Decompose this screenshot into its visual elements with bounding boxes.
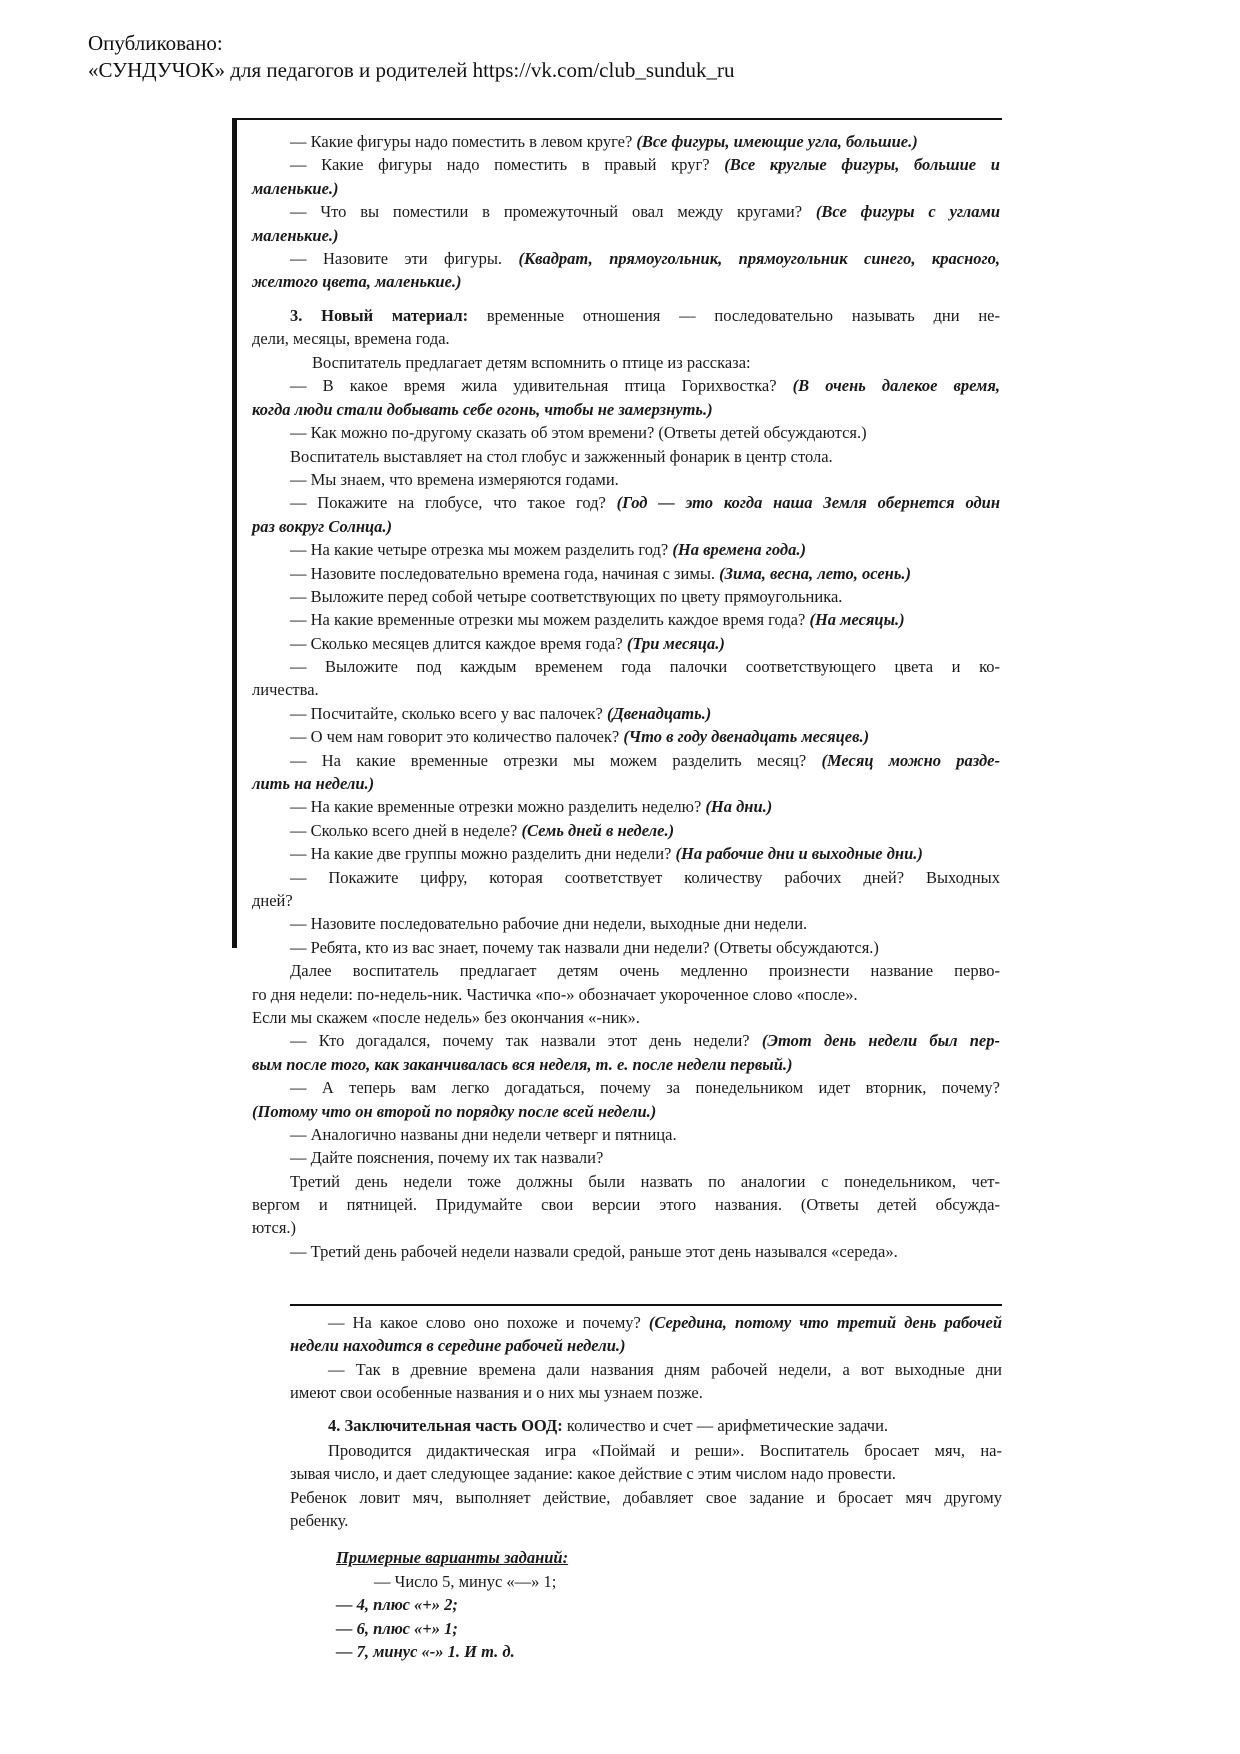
top-rule	[232, 118, 1002, 120]
line-answer: (Квадрат, прямоугольник, прямоугольник синего, красного,	[518, 248, 1000, 268]
line-text: зывая число, и дает следующее задание: какое действие с этим числом надо провести.	[290, 1464, 896, 1484]
text-line	[290, 1439, 1002, 1462]
text-line	[252, 1170, 1000, 1193]
text-line	[252, 585, 1000, 608]
line-text: — На какие четыре отрезка мы можем разделить год?	[290, 540, 673, 560]
wednesday-dialogue	[290, 1311, 1002, 1405]
examples-list	[336, 1570, 736, 1664]
text-line	[252, 819, 1000, 842]
line-answer: (Месяц можно разде-	[821, 750, 1001, 770]
line-text: го дня недели: по-недель-ник. Частичка «по-» обозначает укороченное слово «после».	[252, 984, 858, 1004]
figures-questions	[252, 130, 1000, 294]
line-text: Если мы скажем «после недель» без окончания «-ник».	[252, 1007, 640, 1027]
text-line	[252, 842, 1000, 865]
text-line	[290, 1381, 1002, 1404]
line-answer: (На дни.)	[705, 797, 773, 817]
line-text: ребенку.	[290, 1511, 349, 1531]
line-text: — Сколько всего дней в неделе?	[290, 820, 522, 840]
line-text: — Дайте пояснения, почему их так назвали?	[290, 1148, 604, 1168]
text-line	[252, 270, 1000, 293]
text-line	[252, 177, 1000, 200]
line-text: — Назовите эти фигуры.	[290, 248, 519, 268]
text-line	[252, 632, 1000, 655]
text-line	[252, 468, 1000, 491]
text-line	[252, 153, 1000, 176]
text-line	[252, 1193, 1000, 1216]
text-line	[252, 725, 1000, 748]
section-3-intro-cont: дели, месяцы, времена года.	[252, 329, 450, 349]
text-line	[252, 421, 1000, 444]
text-line	[252, 608, 1000, 631]
publication-header	[88, 30, 735, 84]
line-answer: (На времена года.)	[672, 540, 806, 560]
text-line	[252, 749, 1000, 772]
text-line	[252, 1216, 1000, 1239]
text-line	[252, 538, 1000, 561]
text-line	[252, 936, 1000, 959]
line-answer: (В очень далекое время,	[792, 376, 1000, 396]
text-line	[252, 866, 1000, 889]
line-text: — Ребята, кто из вас знает, почему так назвали дни недели? (Ответы обсуждаются.)	[290, 937, 879, 957]
line-text: — Выложите перед собой четыре соответствующих по цвету прямоугольника.	[290, 586, 843, 606]
text-line	[336, 1570, 736, 1593]
text-line	[252, 655, 1000, 678]
text-line	[252, 795, 1000, 818]
text-line	[252, 1123, 1000, 1146]
section-4	[290, 1414, 1002, 1437]
header-source-line: «СУНДУЧОК» для педагогов и родителей https://vk.com/club_sunduk_ru	[88, 58, 735, 82]
line-text: — А теперь вам легко догадаться, почему за понедельником идет вторник, почему?	[290, 1078, 1000, 1098]
line-answer: (Семь дней в неделе.)	[521, 820, 675, 840]
line-text: — Какие фигуры надо поместить в правый круг?	[290, 155, 725, 175]
line-answer: (Середина, потому что третий день рабочей	[648, 1313, 1002, 1332]
text-line	[290, 1486, 1002, 1509]
line-answer: когда люди стали добывать себе огонь, чтобы не замерзнуть.)	[252, 399, 713, 419]
line-answer: (На месяцы.)	[809, 610, 905, 630]
text-line	[290, 1311, 1002, 1334]
line-answer: (Все фигуры, имеющие угла, большие.)	[636, 132, 918, 151]
examples-title: Примерные варианты заданий:	[336, 1548, 569, 1567]
line-text: — На какие временные отрезки мы можем разделить месяц?	[290, 750, 822, 770]
text-line	[252, 1240, 1000, 1263]
line-text: — Так в древние времена дали названия дням рабочей недели, а вот выходные дни	[328, 1359, 1002, 1379]
text-line	[252, 1146, 1000, 1169]
line-answer: (Двенадцать.)	[606, 703, 712, 723]
text-line	[252, 889, 1000, 912]
text-line	[252, 1100, 1000, 1123]
text-line	[252, 200, 1000, 223]
section-4-intro: количество и счет — арифметические задачи.	[562, 1416, 889, 1435]
line-answer: (Зима, весна, лето, осень.)	[719, 563, 911, 583]
line-answer: вым после того, как заканчивалась вся неделя, т. е. после недели первый.)	[252, 1054, 793, 1074]
section-4-title: 4. Заключительная часть ООД:	[328, 1416, 563, 1435]
section-3	[252, 304, 1000, 351]
text-line	[290, 1462, 1002, 1485]
text-line	[252, 678, 1000, 701]
line-text: — Покажите на глобусе, что такое год?	[290, 493, 617, 513]
text-line	[252, 130, 1000, 153]
line-answer: (На рабочие дни и выходные дни.)	[675, 844, 923, 864]
text-line	[252, 247, 1000, 270]
text-line	[290, 1358, 1002, 1381]
line-answer: маленькие.)	[252, 178, 339, 198]
text-line	[252, 1006, 1000, 1029]
line-text: — На какое слово оно похоже и почему?	[328, 1313, 649, 1332]
line-answer: (Что в году двенадцать месяцев.)	[623, 727, 870, 747]
line-text: — Мы знаем, что времена измеряются годами.	[290, 469, 619, 489]
line-text: — В какое время жила удивительная птица Горихвостка?	[290, 376, 793, 396]
text-line	[252, 1029, 1000, 1052]
text-line	[252, 912, 1000, 935]
game-description	[290, 1439, 1002, 1533]
examples-heading	[336, 1546, 736, 1569]
line-answer: — 6, плюс «+» 1;	[336, 1618, 458, 1638]
line-text: Ребенок ловит мяч, выполняет действие, добавляет свое задание и бросает мяч другому	[290, 1487, 1002, 1507]
section-3-intro: временные отношения — последовательно называть дни не-	[468, 306, 1000, 325]
text-line	[252, 515, 1000, 538]
line-text: Воспитатель предлагает детям вспомнить о птице из рассказа:	[312, 353, 751, 372]
line-answer: (Три месяца.)	[626, 633, 725, 653]
line-answer: (Год — это когда наша Земля обернется один	[616, 493, 1000, 513]
line-text: — Что вы поместили в промежуточный овал между кругами?	[290, 202, 816, 222]
text-line	[290, 1334, 1002, 1357]
line-text: — О чем нам говорит это количество палочек?	[290, 727, 624, 747]
line-text: — Выложите под каждым временем года палочки соответствующего цвета и ко-	[290, 657, 1000, 677]
text-line	[252, 351, 1000, 374]
line-text: — Какие фигуры надо поместить в левом круге?	[290, 132, 637, 151]
text-line	[252, 702, 1000, 725]
header-published-label: Опубликовано:	[88, 31, 223, 55]
line-text: — Число 5, минус «—» 1;	[374, 1572, 557, 1591]
line-answer: лить на недели.)	[252, 774, 375, 794]
line-text: Воспитатель выставляет на стол глобус и зажженный фонарик в центр стола.	[290, 446, 833, 466]
middle-rule	[290, 1304, 1002, 1306]
line-text: — Как можно по-другому сказать об этом времени? (Ответы детей обсуждаются.)	[290, 423, 867, 443]
line-answer: недели находится в середине рабочей недели.)	[290, 1336, 626, 1356]
line-answer: (Этот день недели был пер-	[761, 1031, 1001, 1051]
line-answer: — 4, плюс «+» 2;	[336, 1595, 458, 1615]
line-answer: (Потому что он второй по порядку после всей недели.)	[252, 1101, 657, 1121]
line-text: — На какие временные отрезки можно разделить неделю?	[290, 797, 706, 817]
line-answer: желтого цвета, маленькие.)	[252, 272, 462, 292]
line-text: дней?	[252, 890, 293, 910]
scan-left-border	[232, 118, 237, 948]
line-text: — Назовите последовательно времена года, начиная с зимы.	[290, 563, 720, 583]
line-text: — На какие две группы можно разделить дни недели?	[290, 844, 676, 864]
line-text: — Посчитайте, сколько всего у вас палочек?	[290, 703, 607, 723]
text-line	[252, 959, 1000, 982]
line-text: — Сколько месяцев длится каждое время года?	[290, 633, 627, 653]
line-text: — Аналогично названы дни недели четверг и пятница.	[290, 1124, 677, 1144]
text-line	[252, 445, 1000, 468]
line-text: — Кто догадался, почему так назвали этот день недели?	[290, 1031, 762, 1051]
line-text: — На какие временные отрезки мы можем разделить каждое время года?	[290, 610, 810, 630]
text-line	[290, 1509, 1002, 1532]
line-text: Далее воспитатель предлагает детям очень медленно произнести название перво-	[290, 961, 1000, 981]
text-line	[252, 374, 1000, 397]
line-answer: (Все фигуры с углами	[815, 202, 1000, 222]
text-line	[252, 562, 1000, 585]
line-answer: раз вокруг Солнца.)	[252, 516, 393, 536]
text-line	[252, 1076, 1000, 1099]
text-line	[336, 1593, 736, 1616]
text-line	[252, 1053, 1000, 1076]
line-text: Третий день недели тоже должны были назвать по аналогии с понедельником, чет-	[290, 1171, 1000, 1191]
time-relations-dialogue	[252, 351, 1000, 1263]
line-answer: маленькие.)	[252, 225, 339, 245]
line-text: Проводится дидактическая игра «Поймай и реши». Воспитатель бросает мяч, на-	[328, 1441, 1002, 1460]
line-text: — Назовите последовательно рабочие дни недели, выходные дни недели.	[290, 914, 808, 934]
line-text: имеют свои особенные названия и о них мы узнаем позже.	[290, 1383, 703, 1403]
line-text: ются.)	[252, 1218, 297, 1238]
line-answer: (Все круглые фигуры, большие и	[724, 155, 1000, 175]
text-line	[252, 983, 1000, 1006]
line-text: вергом и пятницей. Придумайте свои версии этого названия. (Ответы детей обсужда-	[252, 1195, 1000, 1215]
line-text: — Третий день рабочей недели назвали средой, раньше этот день назывался «середа».	[290, 1241, 898, 1261]
text-line	[252, 398, 1000, 421]
text-line	[252, 224, 1000, 247]
text-line	[252, 772, 1000, 795]
text-line	[336, 1640, 736, 1663]
line-text: — Покажите цифру, которая соответствует количеству рабочих дней? Выходных	[290, 867, 1000, 887]
line-answer: — 7, минус «-» 1. И т. д.	[336, 1642, 515, 1662]
text-line	[252, 491, 1000, 514]
line-text: личества.	[252, 680, 319, 700]
text-line	[336, 1617, 736, 1640]
section-3-title: 3. Новый материал:	[290, 306, 469, 325]
